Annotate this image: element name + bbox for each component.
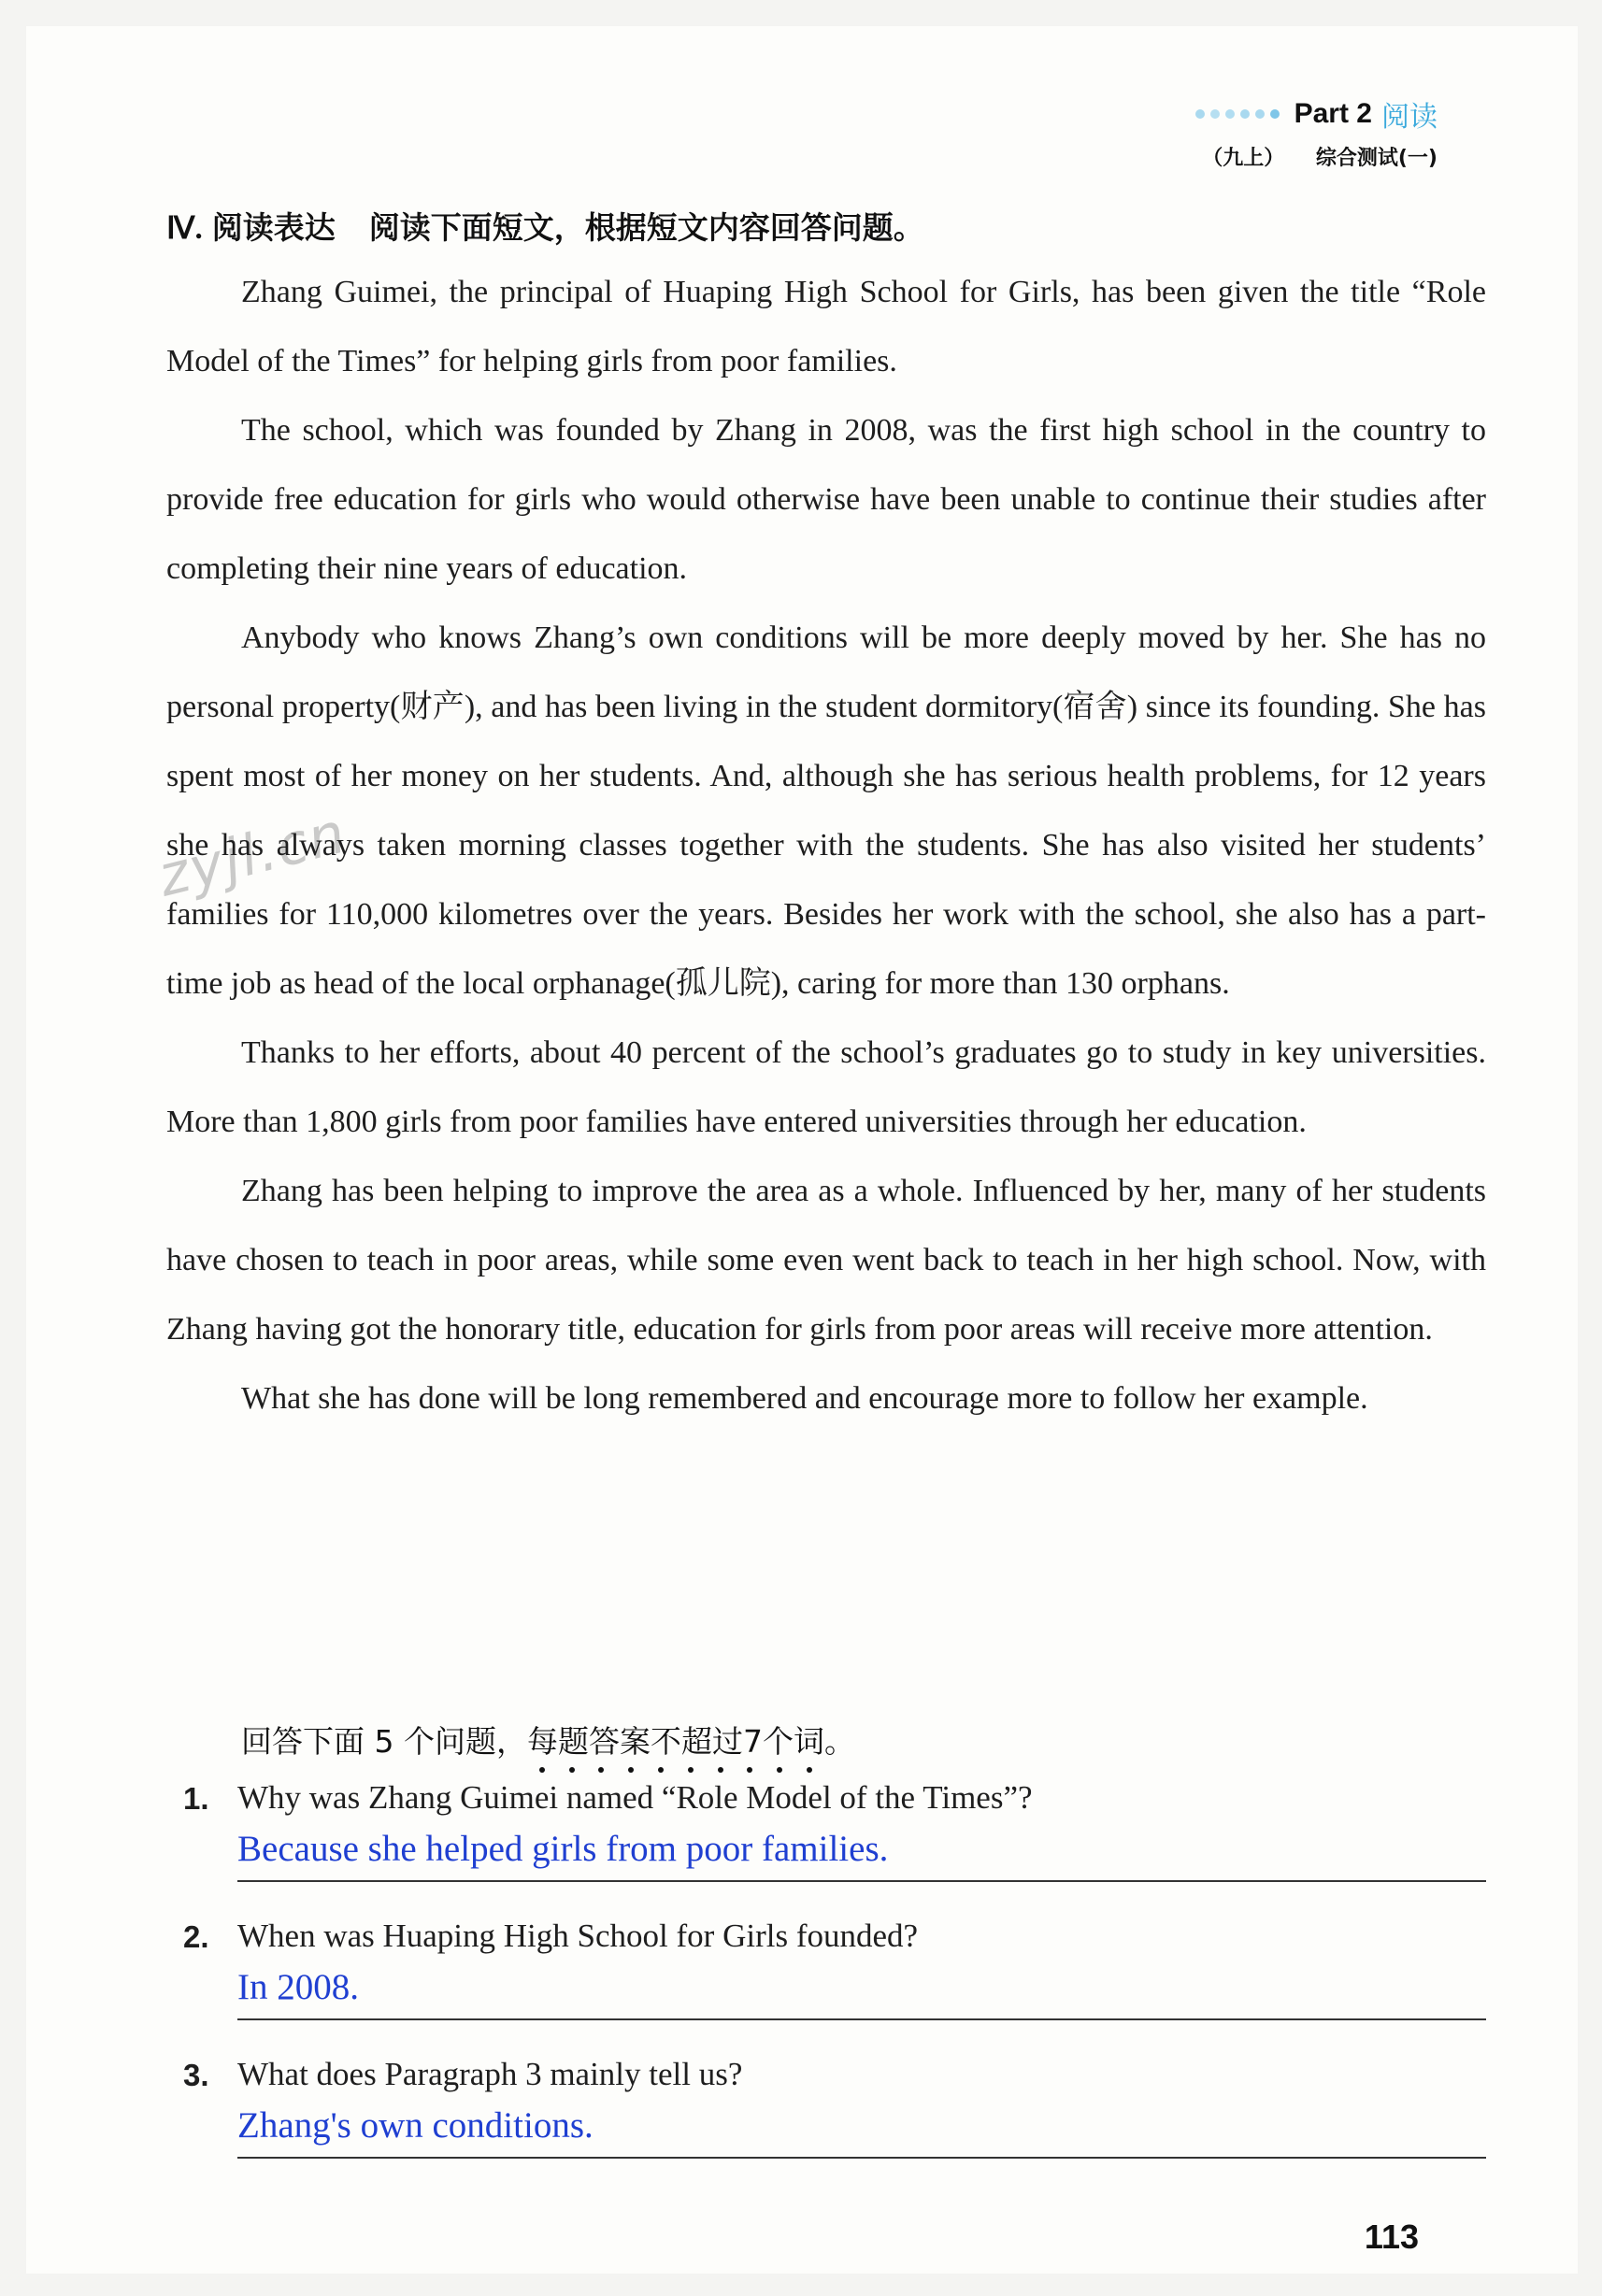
section-label: 阅读 [1381, 101, 1438, 134]
question-2 [183, 1918, 1486, 2020]
watermark: zyjl.cn [151, 800, 353, 910]
page-header [1178, 93, 1438, 171]
answer-line[interactable]: In 2008. [237, 1964, 1486, 2020]
question-instruction: 回答下面 5 个问题，每题答案不超过7个词 。 [241, 1718, 855, 1761]
decorative-dots-icon [1195, 109, 1280, 119]
question-number: 3. [183, 2058, 209, 2092]
question-3 [183, 2056, 1486, 2159]
page-number: 113 [1364, 2218, 1419, 2256]
paragraph-4: Thanks to her efforts, about 40 percent of the school’s graduates go to study in key universities. More than 1,800 girls from poor families have entered universities through her education. [166, 1035, 1486, 1139]
paragraph-3: Anybody who knows Zhang’s own conditions will be more deeply moved by her. She has no personal property(财产), and has been living in the student dormitory(宿舍) since its founding. She has spent most of her money on her students. And, although she has serious health problems, for 12 years she has always taken morning classes together with the students. She has also visited her students’ families for 110,000 kilometres over the years. Besides her work with the school, she also has a part-time job as head of the local orphanage(孤儿院), caring for more than 130 orphans. [166, 620, 1486, 1001]
emphasized-text: 每题答案不超过7个词 [527, 1723, 824, 1760]
question-number: 2. [183, 1919, 209, 1954]
paragraph-6: What she has done will be long remembered and encourage more to follow her example. [241, 1381, 1368, 1416]
question-text: What does Paragraph 3 mainly tell us? [237, 2056, 743, 2092]
answer-line[interactable]: Zhang's own conditions. [237, 2103, 1486, 2159]
question-1 [183, 1779, 1486, 1882]
question-number: 1. [183, 1781, 209, 1816]
section-instruction: 阅读下面短文，根据短文内容回答问题。 [368, 209, 924, 246]
section-number: Ⅳ. [166, 212, 203, 246]
reading-passage [166, 258, 1486, 1433]
grade-label: （九上） [1202, 147, 1285, 170]
workbook-page [26, 26, 1578, 2274]
question-text: When was Huaping High School for Girls founded? [237, 1918, 919, 1954]
question-text: Why was Zhang Guimei named “Role Model of the Times”? [237, 1779, 1033, 1816]
paragraph-2: The school, which was founded by Zhang in 2008, was the first high school in the country to provide free education for girls who would otherwise have been unable to continue their studies after completing their nine years of education. [166, 413, 1486, 586]
paragraph-5: Zhang has been helping to improve the area as a whole. Influenced by her, many of her students have chosen to teach in poor areas, while some even went back to teach in her high school. Now, with Zhang having got the honorary title, education for girls from poor areas will receive more attention. [166, 1174, 1486, 1347]
section-heading [166, 204, 924, 248]
part-label: Part 2 [1294, 98, 1372, 129]
paragraph-1: Zhang Guimei, the principal of Huaping High School for Girls, has been given the title “Role Model of the Times” for helping girls from poor families. [166, 275, 1486, 378]
section-title: 阅读表达 [211, 209, 336, 246]
test-label: 综合测试(一) [1315, 147, 1438, 170]
answer-line[interactable]: Because she helped girls from poor families. [237, 1826, 1486, 1882]
